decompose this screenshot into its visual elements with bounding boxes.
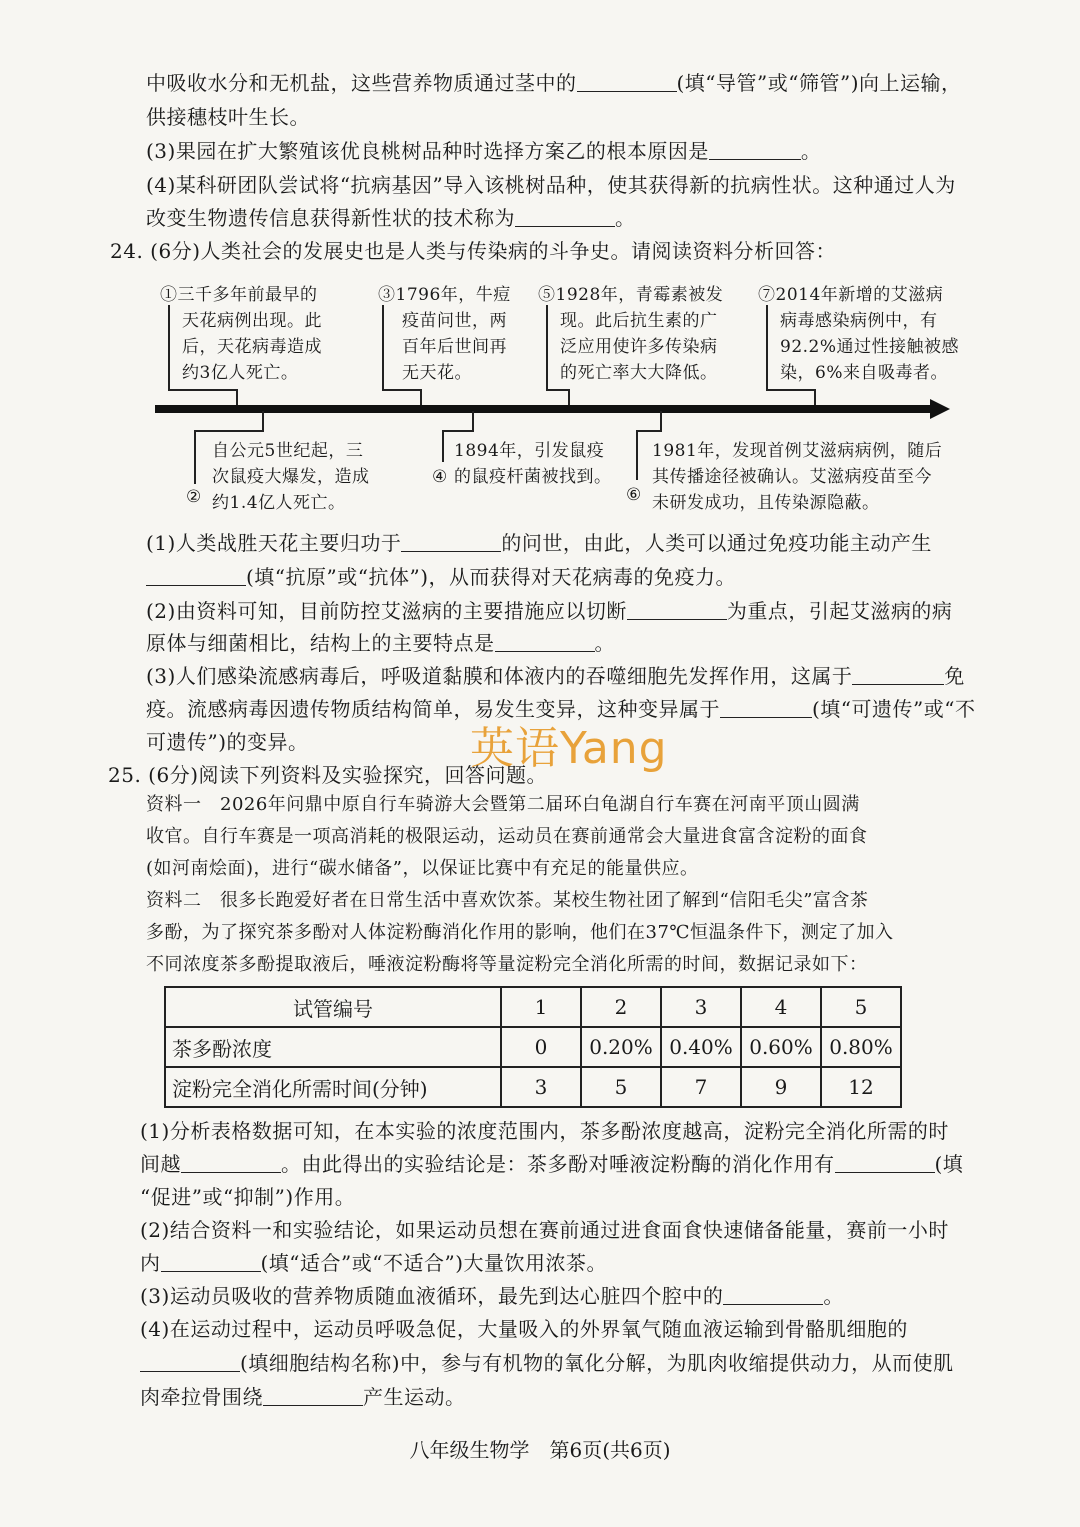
q23-line-2: 供接穗枝叶生长。 <box>146 105 310 129</box>
answer-blank[interactable] <box>723 1282 823 1305</box>
answer-blank[interactable] <box>140 1349 240 1372</box>
bracket-line <box>382 305 384 390</box>
watermark-logo: 英语Yang <box>470 723 668 774</box>
bracket-line <box>442 430 444 462</box>
timeline-event-2: 自公元5世纪起，三 次鼠疫大爆发，造成 约1.4亿人死亡。 <box>212 441 370 513</box>
bracket-line <box>660 411 662 431</box>
answer-blank[interactable] <box>181 1150 281 1173</box>
timeline-event-4: 1894年，引发鼠疫 的鼠疫杆菌被找到。 <box>454 441 612 487</box>
bracket-line <box>262 411 264 431</box>
q25-title: 25. (6分)阅读下列资料及实验探究，回答问题。 <box>108 763 547 787</box>
q25-part-4c: 肉牵拉骨围绕 产生运动。 <box>140 1385 466 1409</box>
q23-line-3: (3)果园在扩大繁殖该优良桃树品种时选择方案乙的根本原因是 。 <box>146 139 822 163</box>
page-footer: 八年级生物学 第6页(共6页) <box>409 1438 671 1462</box>
timeline-arrow-icon <box>930 399 950 419</box>
q25-part-1b: 间越 。由此得出的实验结论是：茶多酚对唾液淀粉酶的消化作用有 (填 <box>140 1152 964 1176</box>
q25-material-1a: 资料一 2026年问鼎中原自行车骑游大会暨第二届环白龟湖自行车赛在河南平顶山圆满 <box>146 794 860 815</box>
q24-part-3b: 疫。流感病毒因遗传物质结构简单，易发生变异，这种变异属于 (填“可遗传”或“不 <box>146 697 976 721</box>
q25-part-1c: “促进”或“抑制”)作用。 <box>140 1185 356 1209</box>
q25-part-2: (2)结合资料一和实验结论，如果运动员想在赛前通过进食面食快速储备能量，赛前一小时 <box>140 1218 949 1242</box>
answer-blank[interactable] <box>263 1383 363 1406</box>
q25-part-4b: (填细胞结构名称)中，参与有机物的氧化分解，为肌肉收缩提供动力，从而使肌 <box>140 1348 954 1378</box>
answer-blank[interactable] <box>401 529 501 552</box>
data-table <box>164 986 902 1108</box>
bracket-line <box>546 305 548 390</box>
bracket-line <box>636 430 662 432</box>
answer-blank[interactable] <box>835 1150 935 1173</box>
answer-blank[interactable] <box>709 137 801 160</box>
bracket-line <box>382 389 422 391</box>
q24-part-2b: 原体与细菌相比，结构上的主要特点是 。 <box>146 631 615 655</box>
answer-blank[interactable] <box>720 695 812 718</box>
q23-line-5: 改变生物遗传信息获得新性状的技术称为 。 <box>146 206 636 230</box>
timeline-axis <box>155 405 935 413</box>
answer-blank[interactable] <box>495 629 595 652</box>
bracket-line <box>636 430 638 480</box>
q24-part-1: (1)人类战胜天花主要归功于 的问世，由此，人类可以通过免疫功能主动产生 <box>146 531 932 555</box>
q25-material-1b: 收官。自行车赛是一项高消耗的极限运动，运动员在赛前通常会大量进食富含淀粉的面食 <box>146 826 868 847</box>
q25-part-3: (3)运动员吸收的营养物质随血液循环，最先到达心脏四个腔中的 。 <box>140 1284 844 1308</box>
q24-title: 24. (6分)人类社会的发展史也是人类与传染病的斗争史。请阅读资料分析回答： <box>110 239 836 263</box>
answer-blank[interactable] <box>515 204 615 227</box>
q25-material-2c: 不同浓度茶多酚提取液后，唾液淀粉酶将等量淀粉完全消化所需的时间，数据记录如下： <box>146 954 868 975</box>
bracket-line <box>472 411 474 431</box>
timeline-event-1: ①三千多年前最早的 天花病例出现。此 后，天花病毒造成 约3亿人死亡。 <box>160 285 322 383</box>
timeline-event-7: ⑦2014年新增的艾滋病 病毒感染病例中，有 92.2%通过性接触被感 染，6%来自吸毒者。 <box>758 285 960 383</box>
bracket-line <box>766 389 816 391</box>
bracket-line <box>168 305 170 390</box>
timeline-event-6: 1981年，发现首例艾滋病病例，随后 其传播途径被确认。艾滋病疫苗至今 未研发成功，且传染源隐蔽。 <box>652 441 943 513</box>
q24-part-3: (3)人们感染流感病毒后，呼吸道黏膜和体液内的吞噬细胞先发挥作用，这属于 免 <box>146 664 965 688</box>
bracket-line <box>194 430 264 432</box>
q23-line-4: (4)某科研团队尝试将“抗病基因”导入该桃树品种，使其获得新的抗病性状。这种通过人为 <box>146 173 956 197</box>
timeline-num-2: ② <box>186 487 202 507</box>
table-row: 淀粉完全消化所需时间(分钟) 3 5 7 9 12 <box>165 1067 901 1107</box>
bracket-line <box>766 305 768 390</box>
q25-material-2b: 多酚，为了探究茶多酚对人体淀粉酶消化作用的影响，他们在37℃恒温条件下，测定了加入 <box>146 922 894 943</box>
answer-blank[interactable] <box>577 69 677 92</box>
bracket-line <box>168 389 238 391</box>
table-row: 茶多酚浓度 0 0.20% 0.40% 0.60% 0.80% <box>165 1027 901 1067</box>
timeline-num-4: ④ <box>432 467 448 487</box>
q24-part-2: (2)由资料可知，目前防控艾滋病的主要措施应以切断 为重点，引起艾滋病的病 <box>146 599 953 623</box>
table-row: 试管编号 1 2 3 4 5 <box>165 987 901 1027</box>
q24-part-3c: 可遗传”)的变异。 <box>146 730 309 754</box>
q25-material-1c: (如河南烩面)，进行“碳水储备”，以保证比赛中有充足的能量供应。 <box>146 858 699 879</box>
bracket-line <box>546 389 570 391</box>
timeline-event-5: ⑤1928年，青霉素被发 现。此后抗生素的广 泛应用使许多传染病 的死亡率大大降低。 <box>538 285 724 383</box>
answer-blank[interactable] <box>146 563 246 586</box>
q25-material-2a: 资料二 很多长跑爱好者在日常生活中喜欢饮茶。某校生物社团了解到“信阳毛尖”富含茶 <box>146 890 869 911</box>
q25-part-4: (4)在运动过程中，运动员呼吸急促，大量吸入的外界氧气随血液运输到骨骼肌细胞的 <box>140 1317 908 1341</box>
q25-part-2b: 内 (填“适合”或“不适合”)大量饮用浓茶。 <box>140 1251 608 1275</box>
timeline-event-3: ③1796年，牛痘 疫苗问世，两 百年后世间再 无天花。 <box>378 285 511 383</box>
q23-line-1: 中吸收水分和无机盐，这些营养物质通过茎中的 (填“导管”或“筛管”)向上运输， <box>146 71 962 95</box>
timeline-num-6: ⑥ <box>626 485 642 505</box>
bracket-line <box>194 430 196 484</box>
answer-blank[interactable] <box>627 597 727 620</box>
answer-blank[interactable] <box>161 1249 261 1272</box>
q25-part-1: (1)分析表格数据可知，在本实验的浓度范围内，茶多酚浓度越高，淀粉完全消化所需的时 <box>140 1119 949 1143</box>
bracket-line <box>442 430 474 432</box>
answer-blank[interactable] <box>852 662 944 685</box>
q24-part-1b: (填“抗原”或“抗体”)，从而获得对天花病毒的免疫力。 <box>146 562 736 592</box>
